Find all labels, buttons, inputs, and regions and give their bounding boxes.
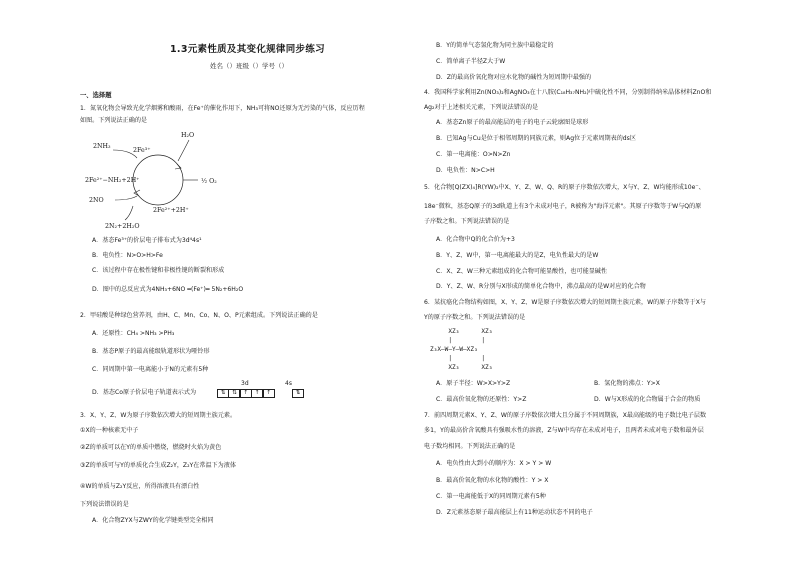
q1-stem-line-2: 如图。下列说法正确的是	[80, 117, 148, 124]
student-info-line: 姓名（）班级（）学号（）	[210, 62, 288, 70]
q4-option-b: B．已知Ag与Cu是位于相邻周期的同族元素，则Ag位于元素周期表的ds区	[436, 135, 636, 142]
q5-option-d: D．Y、Z、W、R分别与X形成的简单化合物中，沸点最高的是W对应的化合物	[436, 283, 646, 290]
q2-orbital-box: ⇅	[228, 389, 240, 398]
q7-option-d: D．Z元素基态原子最高能层上有11种运动状态不同的电子	[436, 509, 593, 516]
q1-reaction-cycle-diagram	[85, 128, 245, 236]
q1-option-c: C．该过程中存在极性键和非极性键的断裂和形成	[92, 267, 225, 274]
q2-option-b: B．基态P原子的最高能级轨道形状为哑铃形	[92, 348, 210, 355]
q2-orbital-box: ↑	[251, 389, 263, 398]
q3-stem: 3．X、Y、Z、W为原子序数依次增大的短周期主族元素。	[80, 412, 237, 419]
q1-diagram-h2o: H₂O	[181, 132, 195, 139]
q3-option-a: A．化合物ZYX与ZWY的化学键类型完全相同	[92, 517, 214, 524]
q3-fact-4: ④W的单质与Z₂Y反应，所得溶液具有漂白性	[80, 483, 200, 490]
q1-diagram-n2: 2N₂+2H₂O	[105, 223, 140, 230]
q3-option-d: D．Z的最高价氧化物对应水化物的碱性为短周期中最强的	[436, 74, 592, 81]
q2-orbital-box: ↑	[240, 389, 252, 398]
q6-option-a: A．原子半径：W>X>Y>Z	[436, 380, 511, 387]
q5-stem-line-1: 5．化合物[Q(ZX)₄]R(YW)₂中X、Y、Z、W、Q、R的原子序数依次增大，X与Y、Z、W均能形成10e⁻、	[424, 184, 705, 191]
q1-stem-line-1: 1．氮氧化物会导致光化学烟雾和酸雨，在Fe⁺的催化作用下，NH₃可将NO还原为无污染的气体，反应历程	[80, 105, 365, 112]
q6-option-c: C．最高价氧化物的还原性：Y>Z	[436, 396, 527, 403]
q1-diagram-fe3: 2Fe³⁺	[133, 147, 151, 154]
q1-diagram-left-species: 2Fe²⁺−NH₂+2H⁺	[85, 177, 140, 184]
q1-option-a: A．基态Fe³⁺的价层电子排布式为3d⁴4s¹	[92, 237, 202, 244]
page-title: 1.3元素性质及其变化规律同步练习	[170, 44, 325, 55]
q2-stem: 2．甲硅酸是种绿色营养剂，由H、C、Mn、Co、N、O、P元素组成。下列说法正确的是	[80, 312, 318, 319]
q2-option-d: D．基态Co原子价层电子轨道表示式为	[92, 389, 197, 396]
q5-option-a: A．化合物中Q的化合价为+3	[436, 236, 515, 243]
q1-diagram-no: 2NO	[89, 197, 104, 204]
section-title: 一、选择题	[80, 92, 112, 99]
q5-option-b: B．Y、Z、W中，第一电离能最大的是Z，电负性最大的是W	[436, 252, 599, 259]
q7-stem-line-2: 多1，Y的最高价含氧酸具有强吸水性的溶液，Z与W中均存在未成对电子，且两者未成对电子数和最外层	[424, 427, 704, 434]
q2-orbital-box: ⇅	[217, 389, 229, 398]
q3-fact-1: ①X的一种核素无中子	[80, 427, 139, 434]
q3-fact-3: ③Z的单质可与Y的单质化合生成Z₂Y，Z₂Y在常温下为液体	[80, 462, 236, 469]
q1-diagram-fe2: 2Fe²⁺+2H⁺	[153, 207, 189, 214]
q7-stem-line-1: 7．前四周期元素X、Y、Z、W的原子序数依次增大且分属于不同周期族，X最高能级的电子数比电子层数	[424, 412, 707, 419]
q2-orbital-4s-label: 4s	[285, 380, 292, 387]
q3-option-c: C．简单离子半径Z大于W	[436, 58, 506, 65]
q6-stem-line-2: Y的原子序数之和。下列说法错误的是	[424, 314, 526, 321]
q1-option-b: B．电负性：N>O>H>Fe	[92, 252, 163, 259]
q1-diagram-o2: ½ O₂	[201, 178, 217, 185]
q3-option-b: B．Y的简单气态氢化物为同主族中最稳定的	[436, 42, 554, 49]
q6-option-d: D．W与X形成的化合物属于合金的物质	[594, 396, 701, 403]
q5-stem-line-2: 18e⁻微粒，基态Q原子的3d轨道上有3个未成对电子，R被称为"海洋元素"。其原子序数等于W与Q的原	[424, 203, 702, 210]
q7-option-b: B．最高价氧化物的水化物的酸性：Y > X	[436, 477, 549, 484]
q5-option-c: C．X、Z、W三种元素组成的化合物可能显酸性，也可能显碱性	[436, 268, 607, 275]
q4-option-a: A．基态Zn原子的最高能层的电子的电子云轮廓图是球形	[436, 119, 589, 126]
q6-molecule-structure: XZ₃ XZ₃ | | Z₃X—W—Y—W—XZ₃ | | XZ₃ XZ₃	[430, 328, 493, 371]
q2-option-c: C．同周期中第一电离能小于N的元素有5种	[92, 366, 209, 373]
q6-stem-line-1: 6．某抗癌化合物结构如图，X、Y、Z、W是原子序数依次增大的短周期主族元素，W的原子序数等于X与	[424, 299, 707, 306]
q5-stem-line-3: 子序数之和。下列说法错误的是	[424, 218, 510, 225]
q4-stem-line-2: Ag₂对于上述相关元素，下列说法错误的是	[424, 104, 539, 111]
q7-stem-line-3: 电子数均相同。下列说法正确的是	[424, 443, 516, 450]
q6-option-b: B．氢化物的沸点：Y>X	[594, 380, 660, 387]
q7-option-c: C．第一电离能低于X的同周期元素有5种	[436, 493, 546, 500]
q2-option-a: A．还原性：CH₄ >NH₃ >PH₃	[92, 330, 175, 337]
q3-fact-2: ②Z的单质可以在Y的单质中燃烧，燃烧时火焰为黄色	[80, 444, 222, 451]
q1-diagram-nh3: 2NH₃	[93, 143, 111, 150]
q2-orbital-3d-label: 3d	[241, 380, 249, 387]
q3-ask: 下列说法错误的是	[80, 501, 129, 508]
q4-option-c: C．第一电离能：O>N>Zn	[436, 151, 511, 158]
q1-option-d: D．图中的总反应式为4NH₃+6NO ═(Fe⁺)═ 5N₂+6H₂O	[92, 286, 244, 293]
q4-option-d: D．电负性：N>C>H	[436, 167, 495, 174]
q4-stem-line-1: 4．我国科学家利用Zn(NO₃)₂和AgNO₃在十八胺(C₁₈H₃₇NH₂)中硫化性不同，分别制得纳米晶体材料ZnO和	[424, 89, 712, 96]
q2-orbital-box: ↑	[263, 389, 275, 398]
q2-orbital-box: ⇅	[292, 389, 304, 398]
q7-option-a: A．电负性由大到小的顺序为：X > Y > W	[436, 460, 552, 467]
